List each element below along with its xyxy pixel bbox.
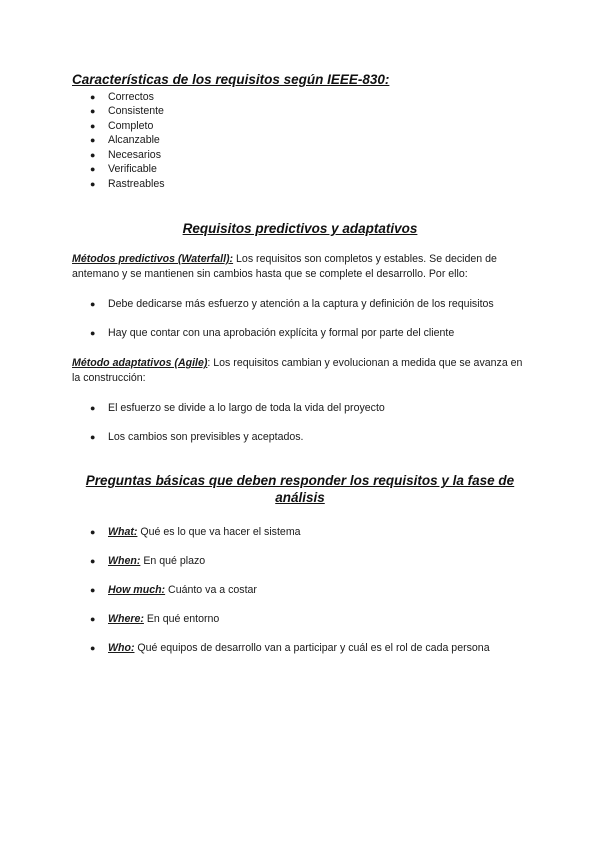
adaptive-text: : Los requisitos cambian y evolucionan a medida que se avanza en la construcción: xyxy=(72,357,523,384)
bullet-icon: ● xyxy=(90,106,96,116)
bullet-icon: ● xyxy=(90,164,96,174)
predictive-paragraph xyxy=(72,252,528,282)
adaptive-paragraph xyxy=(72,356,528,386)
bullet-icon: ● xyxy=(90,432,96,442)
bullet-icon: ● xyxy=(90,527,96,537)
bullet-icon: ● xyxy=(90,135,96,145)
question-when: When: xyxy=(108,555,141,567)
question-who: Who: xyxy=(108,642,135,654)
predictive-text: Los requisitos son completos y estables. Se deciden de antemano y se mantienen sin cambios hasta que se complete el desarrollo. Por ello: xyxy=(72,253,497,280)
question-how-much: How much: xyxy=(108,584,166,596)
bullet-icon: ● xyxy=(90,403,96,413)
bullet-icon: ● xyxy=(90,92,96,102)
bullet-icon: ● xyxy=(90,556,96,566)
predictive-lead: Métodos predictivos (Waterfall): xyxy=(72,253,234,265)
bullet-icon: ● xyxy=(90,643,96,653)
bullet-icon: ● xyxy=(90,179,96,189)
bullet-icon: ● xyxy=(90,585,96,595)
predictive-adaptive-heading: Requisitos predictivos y adaptativos xyxy=(182,221,418,236)
document-page: Características de los requisitos según IEEE-830: ● Correctos ● Consistente ● Completo ● Alcanzable ● Necesarios ● Verificable ● Rastreables Requisitos predictivos y adaptativos Métodos predictivos (Waterfall): Los requisitos son completos y estables. Se deciden de antemano y se mantienen sin cambios hasta que se complete el desarrollo. Por ello: ● Debe dedicarse más esfuerzo y atención a la captura y definición de los requisitos ● Hay que contar con una aprobación explícita y formal por parte del cliente Método adaptativos (Agile): Los requisitos cambian y evolucionan a medida que se avanza en la construcción: ● El esfuerzo se divide a lo largo de toda la vida del proyecto ● Los cambios son previsibles y aceptados. Preguntas básicas que deben responder los requisitos y la fase de análisis ● What: Qué es lo que va hacer el sistema ● When: En qué plazo ● How much: Cuánto va a costar ● Where: En qué entorno ● Who: Qué equipos de desarrollo van a participar y cuál es el rol de cada persona xyxy=(0,0,600,848)
question-what: What: xyxy=(108,526,138,538)
basic-questions-heading: Preguntas básicas que deben responder los requisitos y la fase de análisis xyxy=(85,473,515,505)
adaptive-lead: Método adaptativos (Agile) xyxy=(72,357,208,369)
bullet-icon: ● xyxy=(90,614,96,624)
bullet-icon: ● xyxy=(90,328,96,338)
question-where: Where: xyxy=(108,613,144,625)
bullet-icon: ● xyxy=(90,121,96,131)
bullet-icon: ● xyxy=(90,299,96,309)
bullet-icon: ● xyxy=(90,150,96,160)
ieee-characteristics-heading: Características de los requisitos según IEEE-830: xyxy=(72,72,390,87)
